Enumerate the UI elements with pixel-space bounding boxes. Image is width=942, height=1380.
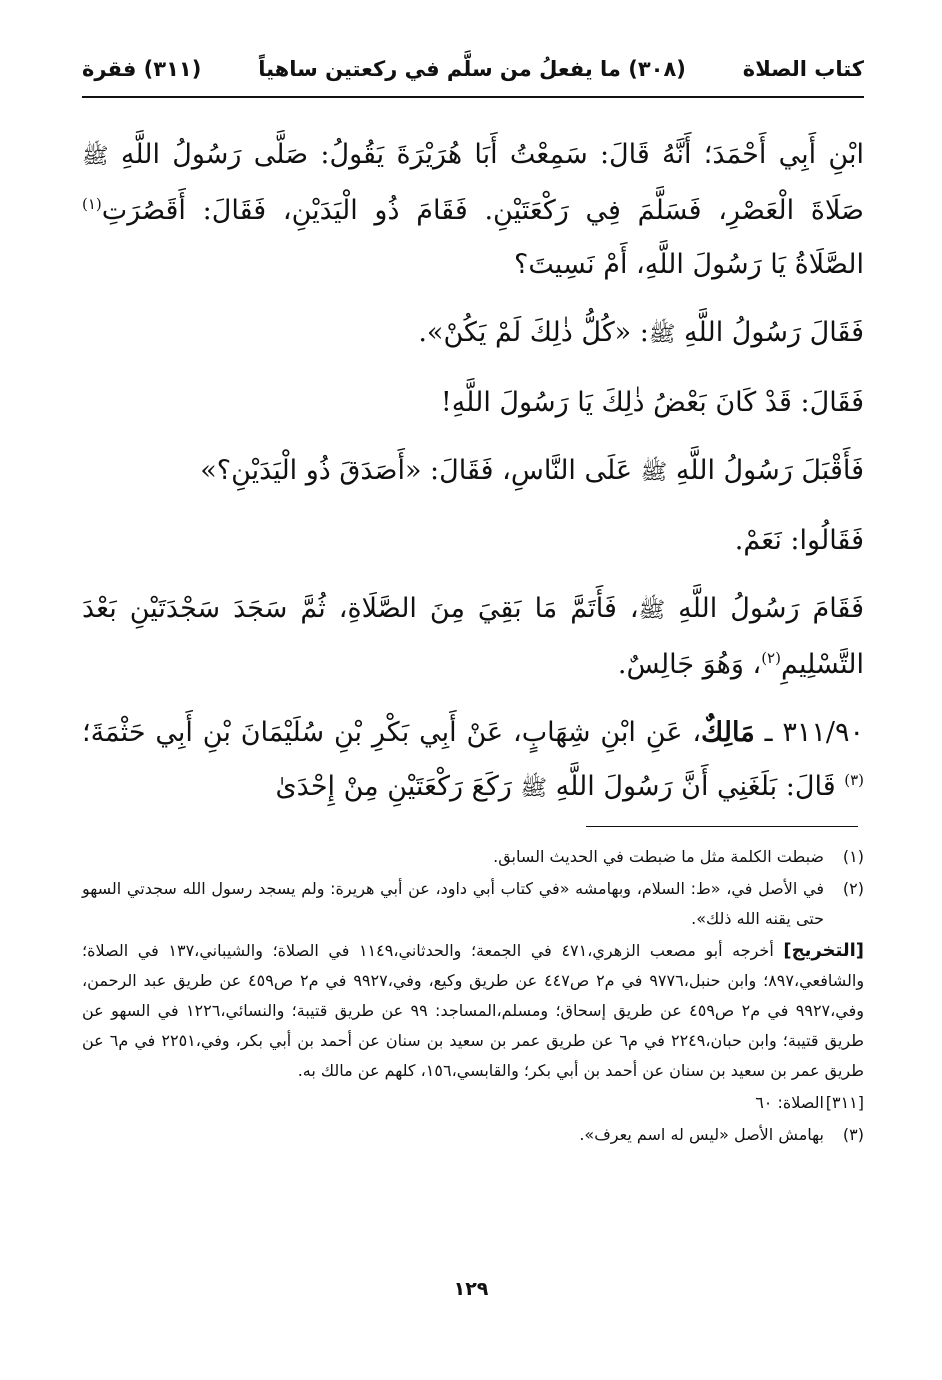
footnote-1-number: (١) (842, 847, 864, 866)
honorific-icon: ﷺ (638, 598, 666, 623)
p7-text-c: رَكَعَ رَكْعَتَيْنِ مِنْ إِحْدَىٰ (275, 771, 512, 802)
takhrij (82, 936, 864, 1086)
hadith-number: ٣١١/٩٠ ـ (764, 717, 864, 748)
paragraph-3 (82, 376, 864, 430)
honorific-icon: ﷺ (640, 460, 668, 485)
paragraph-4 (82, 444, 864, 500)
honorific-icon: ﷺ (520, 776, 548, 801)
reference-311-text: الصلاة: ٦٠ (755, 1093, 824, 1112)
p7-text-a: ، عَنِ ابْنِ شِهَابٍ، عَنْ أَبِي بَكْرِ بْنِ سُلَيْمَانَ بْنِ أَبِي حَثْمَةَ؛ (82, 717, 702, 748)
footnote-ref-2[interactable]: (٢) (761, 649, 781, 667)
p7-text-b: قَالَ: بَلَغَنِي أَنَّ رَسُولَ اللَّهِ (555, 771, 836, 802)
p5-text: فَقَالُوا: نَعَمْ. (734, 525, 864, 556)
reference-311-number: [٣١١] (825, 1093, 864, 1112)
narrator-name: مَالِكٌ (701, 717, 755, 748)
p4-text-b: عَلَى النَّاسِ، فَقَالَ: «أَصَدَقَ ذُو الْيَدَيْنِ؟» (200, 455, 633, 486)
header-book-title: كتاب الصلاة (742, 57, 864, 81)
paragraph-5 (82, 514, 864, 568)
honorific-icon: ﷺ (82, 144, 109, 169)
footnote-3 (82, 1120, 864, 1150)
p2-text-a: فَقَالَ رَسُولُ اللَّهِ (684, 317, 864, 348)
takhrij-text: أخرجه أبو مصعب الزهري،٤٧١ في الجمعة؛ والحدثاني،١١٤٩ في الصلاة؛ والشيباني،١٣٧ في الصلاة؛ والشافعي،٨٩٧؛ وابن حنبل،٩٧٧٦ في م٢ ص٤٤٧ عن طريق وكيع، وفي،٩٩٢٧ في م٢ ص٤٥٩ عن طريق عبد الرحمن، وفي،٩٩٢٧ في م٢ ص٤٥٩ عن طريق إسحاق؛ ومسلم،المساجد: ٩٩ عن طريق قتيبة؛ والنسائي،١٢٢٦ في السهو عن طريق قتيبة؛ وابن حبان،٢٢٤٩ في م٦ عن طريق عمر بن سعيد بن سنان عن أحمد بن أبي بكر، وفي،٢٢٥١ في م٦ عن طريق عمر بن سعيد بن سنان عن أحمد بن أبي بكر؛ والقابسي،١٥٦، كلهم عن مالك به. (82, 941, 865, 1080)
p2-text-b: : «كُلُّ ذٰلِكَ لَمْ يَكُنْ». (418, 317, 649, 348)
header-divider (82, 96, 864, 98)
footnotes (82, 842, 864, 1152)
p1-line-a: ابْنِ أَبِي أَحْمَدَ؛ أَنَّهُ قَالَ: سَمِعْتُ أَبَا هُرَيْرَةَ يَقُولُ: صَلَّى رَسُولُ اللَّهِ (120, 139, 864, 170)
p6-text-a: فَقَامَ رَسُولُ اللَّهِ (678, 593, 864, 624)
reference-311 (82, 1088, 864, 1118)
footnote-2-text: في الأصل في، «ط: السلام، وبهامشه «في كتاب أبي داود، عن أبي هريرة: ولم يسجد رسول الله سجدتي السهو حتى يقنه الله ذلك». (82, 879, 824, 928)
footnote-3-number: (٣) (842, 1125, 864, 1144)
paragraph-7 (82, 706, 864, 816)
paragraph-2 (82, 306, 864, 362)
honorific-icon: ﷺ (648, 322, 676, 347)
p3-text: فَقَالَ: قَدْ كَانَ بَعْضُ ذٰلِكَ يَا رَسُولَ اللَّهِ! (440, 387, 864, 418)
footnote-1 (82, 842, 864, 872)
footnote-2 (82, 874, 864, 934)
page-number: ١٢٩ (453, 1278, 489, 1300)
header-paragraph-label: (٣١١) فقرة (82, 57, 202, 81)
paragraph-1 (82, 128, 864, 292)
main-text (82, 128, 864, 830)
footnote-ref-1[interactable]: (١) (82, 195, 102, 213)
footnote-2-number: (٢) (842, 879, 864, 898)
footnote-3-text: بهامش الأصل «ليس له اسم يعرف». (579, 1125, 824, 1144)
header-chapter-title: (٣٠٨) ما يفعلُ من سلَّم في ركعتين ساهياً (258, 57, 686, 81)
footnote-1-text: ضبطت الكلمة مثل ما ضبطت في الحديث السابق. (493, 847, 824, 866)
footnote-ref-3[interactable]: (٣) (844, 771, 864, 789)
paragraph-6 (82, 582, 864, 692)
p4-text-a: فَأَقْبَلَ رَسُولُ اللَّهِ (675, 455, 864, 486)
p1-line-b: صَلَاةَ الْعَصْرِ، فَسَلَّمَ فِي رَكْعَتَيْنِ. فَقَامَ ذُو الْيَدَيْنِ، فَقَالَ: أَقَصُرَتِ (101, 195, 864, 226)
p6-text-c: ، وَهُوَ جَالِسٌ. (617, 649, 762, 680)
p6-text-b: ، فَأَتَمَّ مَا بَقِيَ مِنَ الصَّلَاةِ، ثُمَّ سَجَدَ سَجْدَتَيْنِ بَعْدَ التَّسْلِيمِ (82, 593, 864, 680)
takhrij-label: [التخريج] (783, 940, 865, 961)
footnote-separator (586, 826, 858, 827)
running-header (82, 44, 864, 94)
p1-line-c: الصَّلَاةُ يَا رَسُولَ اللَّهِ، أَمْ نَسِيتَ؟ (514, 249, 864, 280)
